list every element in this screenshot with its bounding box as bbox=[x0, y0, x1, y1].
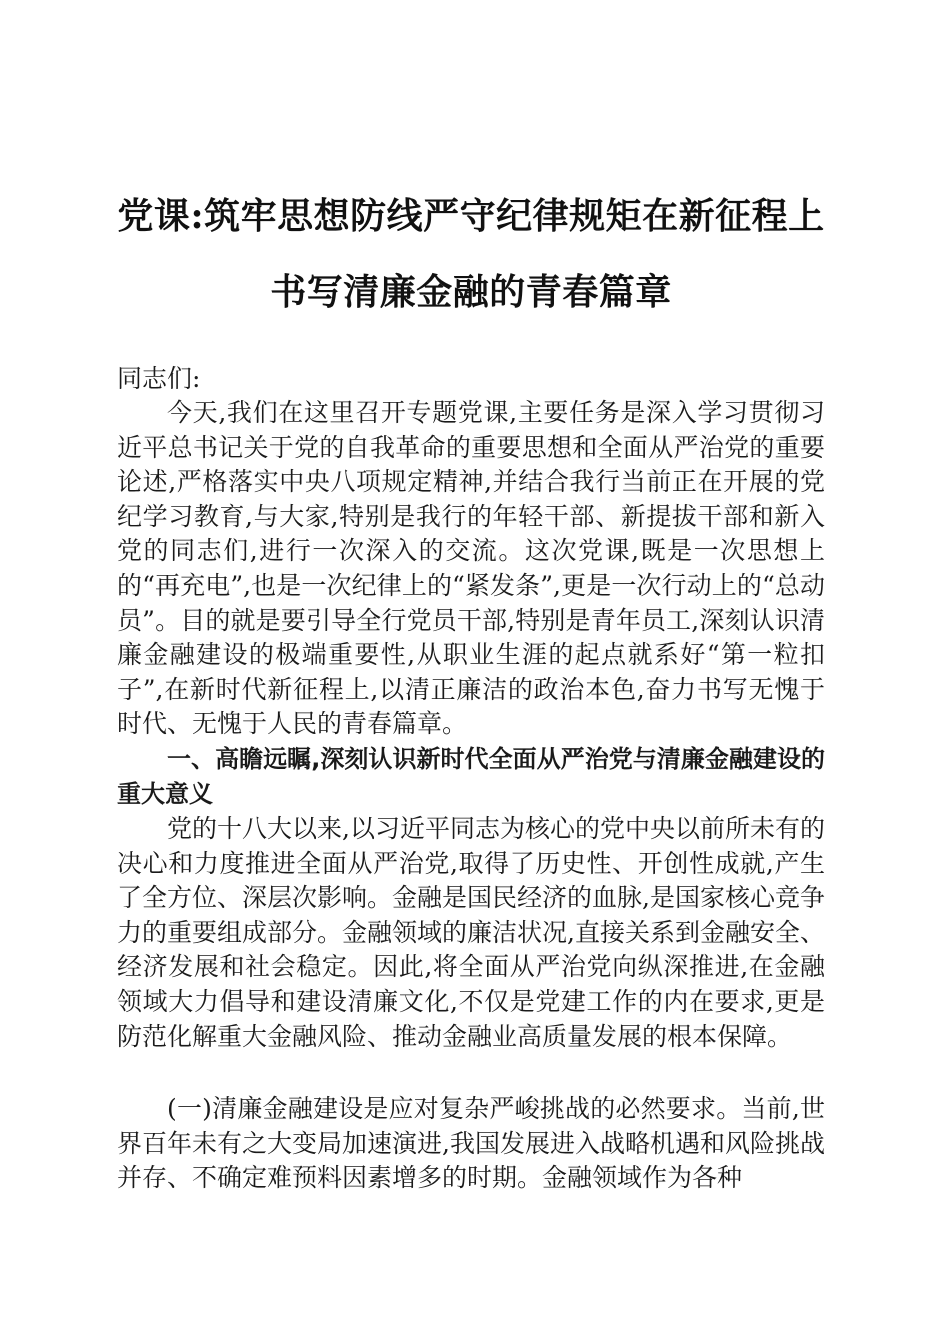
paragraph-intro: 今天,我们在这里召开专题党课,主要任务是深入学习贯彻习近平总书记关于党的自我革命的重要思想和全面从严治党的重要论述,严格落实中央八项规定精神,并结合我行当前正在开展的党纪学习教育,与大家,特别是我行的年轻干部、新提拔干部和新入党的同志们,进行一次深入的交流。这次党课,既是一次思想上的“再充电”,也是一次纪律上的“紧发条”,更是一次行动上的“总动员”。目的就是要引导全行党员干部,特别是青年员工,深刻认识清廉金融建设的极端重要性,从职业生涯的起点就系好“第一粒扣子”,在新时代新征程上,以清正廉洁的政治本色,奋力书写无愧于时代、无愧于人民的青春篇章。 bbox=[117, 398, 825, 739]
salutation: 同志们: bbox=[117, 364, 201, 393]
document-title-line-2: 书写清廉金融的青春篇章 bbox=[270, 271, 672, 313]
section-heading-1: 一、高瞻远瞩,深刻认识新时代全面从严治党与清廉金融建设的重大意义 bbox=[117, 745, 825, 808]
document-title-line-1: 党课:筑牢思想防线严守纪律规矩在新征程上 bbox=[117, 195, 825, 237]
paragraph-subsection-1: (一)清廉金融建设是应对复杂严峻挑战的必然要求。当前,世界百年未有之大变局加速演进,我国发展进入战略机遇和风险挑战并存、不确定难预料因素增多的时期。金融领域作为各种 bbox=[117, 1094, 825, 1193]
paragraph-section1-body: 党的十八大以来,以习近平同志为核心的党中央以前所未有的决心和力度推进全面从严治党,取得了历史性、开创性成就,产生了全方位、深层次影响。金融是国民经济的血脉,是国家核心竞争力的重要组成部分。金融领域的廉洁状况,直接关系到金融安全、经济发展和社会稳定。因此,将全面从严治党向纵深推进,在金融领域大力倡导和建设清廉文化,不仅是党建工作的内在要求,更是防范化解重大金融风险、推动金融业高质量发展的根本保障。 bbox=[117, 814, 825, 1051]
